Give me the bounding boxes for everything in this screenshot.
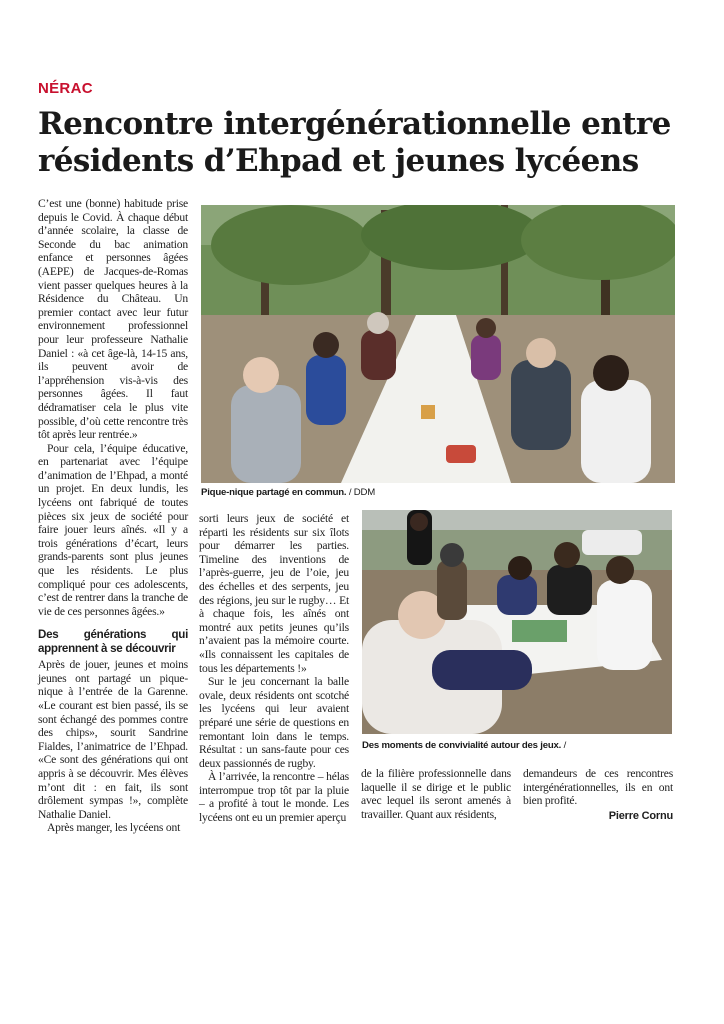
author-signature: Pierre Cornu: [608, 809, 673, 822]
paragraph: de la filière professionnelle dans laquelle il se dirige et le public avec lequel ils seront amenés à travailler. Quant aux résidents,: [361, 767, 511, 821]
photo-credit: / DDM: [346, 487, 376, 498]
photo-caption: [362, 740, 566, 751]
paragraph: Sur le jeu concernant la balle ovale, deux résidents ont scotché les lycéens qui leur avaient préparé une série de questions en remontant loin dans le temps. Résultat : un sans-faute pour ces deux passionnés de rugby.: [199, 675, 349, 770]
article-column-3: [361, 767, 511, 821]
paragraph: C’est une (bonne) habitude prise depuis le Covid. À chaque début d’année scolaire, la classe de Seconde du bac animation enfance et personnes âgées (AEPE) de Jacques-de-Romas vient passer quelques heures à la Résidence du Château. Un premier contact avec leur futur environnement professionnel pour leur professeure Nathalie Daniel : «à cet âge-là, 14-15 ans, ils peuvent avoir de l’appréhension vis-à-vis des personnes âgées. Il faut dédramatiser cela le plus vite possible, d’où cette rencontre très tôt après leur rentrée.»: [38, 197, 188, 442]
article-column-4: [523, 767, 673, 823]
article-headline: Rencontre intergénérationnelle entre résidents d’Ehpad et jeunes lycéens: [38, 106, 671, 179]
article-column-2: [199, 512, 349, 825]
section-kicker: NÉRAC: [38, 80, 93, 97]
paragraph: Pour cela, l’équipe éducative, en partenariat avec l’équipe d’animation de l’Ehpad, a monté un projet. En deux lundis, les lycéens ont fabriqué de toutes pièces six jeux de société pour faire jouer leurs aînés. «Il y a trois générations d’écart, leurs grands-parents sont plus jeunes que les résidents. Le plus compliqué pour ces adolescents, c’est de rentrer dans la tranche de vie de ces personnes âgées.»: [38, 441, 188, 618]
games-photo-illustration: [362, 510, 672, 734]
article-subhead: Des générations qui apprennent à se découvrir: [38, 628, 188, 655]
caption-text: Des moments de convivialité autour des jeux.: [362, 740, 562, 751]
paragraph: Après manger, les lycéens ont: [47, 821, 181, 835]
paragraph: À l’arrivée, la rencontre – hélas interrompue trop tôt par la pluie – a profité à tout le monde. Les lycéens ont eu un premier aperçu: [199, 770, 349, 825]
article-column-1: [38, 197, 188, 835]
caption-text: Pique-nique partagé en commun.: [201, 487, 347, 498]
photo-credit: /: [561, 740, 567, 751]
paragraph: sorti leurs jeux de société et réparti les résidents sur six îlots pour démarrer les parties. Timeline des inventions de l’après-guerre, jeu de l’oie, jeu des échelles et des serpents, jeu des régions, jeu sur le rugby… Et à chaque fois, les aînés ont montré aux petits jeunes qu’ils n’avaient pas la mémoire courte. «Ils connaissent les capitales de tous les départements !»: [199, 512, 349, 675]
paragraph: Après de jouer, jeunes et moins jeunes ont partagé un pique-nique à l’entrée de la Garenne. «Le courant est bien passé, ils se sont échangé des pommes contre des chips», sourit Sandrine Fialdes, l’animatrice de l’Ehpad. «Ce sont des générations qui ont appris à se découvrir. Mes élèves m’ont dit : en fait, ils sont drôlement sympas !», complète Nathalie Daniel.: [38, 658, 188, 821]
picnic-photo: [201, 205, 675, 483]
games-photo: [362, 510, 672, 734]
picnic-photo-illustration: [201, 205, 675, 483]
paragraph: demandeurs de ces rencontres intergénérationnelles, ils en ont bien profité.: [523, 767, 673, 808]
photo-caption: [201, 487, 375, 498]
